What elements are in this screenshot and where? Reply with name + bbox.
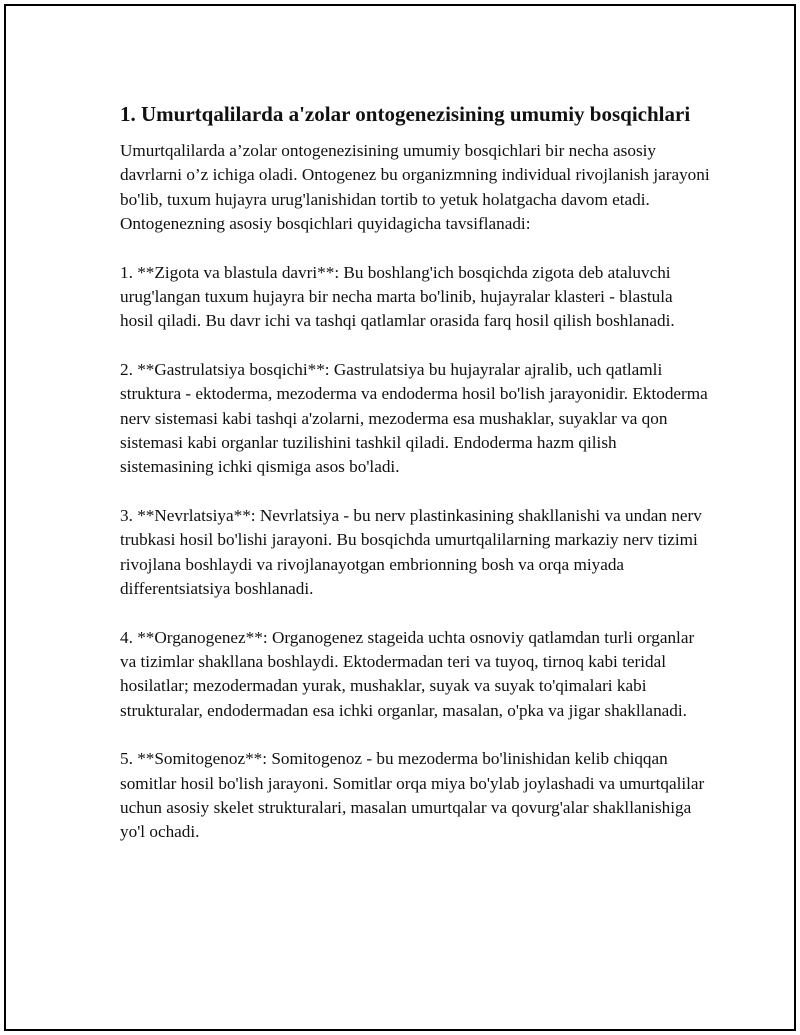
intro-paragraph: Umurtqalilarda a’zolar ontogenezisining umumiy bosqichlari bir necha asosiy davrlarni o’z ichiga oladi. Ontogenez bu organizmning individual rivojlanish jarayoni bo'lib, tuxum hujayra urug'lanishidan tortib to yetuk holatgacha davom etadi. Ontogenezning asosiy bosqichlari quyidagicha tavsiflanadi: (120, 141, 710, 234)
page-frame (4, 4, 796, 1031)
stage-organogenez-paragraph: 4. **Organogenez**: Organogenez stageida uchta osnoviy qatlamdan turli organlar va tizimlar shakllana boshlaydi. Ektodermadan teri va tuyoq, tirnoq kabi teridal hosilatlar; mezodermadan yurak, mushaklar, suyak va suyak to'qimalari kabi strukturalar, endodermadan esa ichki organlar, masalan, o'pka va jigar shakllanadi. (120, 627, 695, 720)
stage-gastrulatsiya-paragraph: 2. **Gastrulatsiya bosqichi**: Gastrulatsiya bu hujayralar ajralib, uch qatlamli struktura - ektoderma, mezoderma va endoderma hosil bo'lish jarayonidir. Ektoderma nerv sistemasi kabi tashqi a'zolarni, mezoderma esa mushaklar, suyaklar va qon sistemasi kabi organlar tuzilishini tashkil qiladi. Endoderma hazm qilish sistemasining ichki qismiga asos bo'ladi. (120, 359, 708, 477)
stage-zigota-paragraph: 1. **Zigota va blastula davri**: Bu boshlang'ich bosqichda zigota deb ataluvchi urug'langan tuxum hujayra bir necha marta bo'linib, hujayralar klasteri - blastula hosil qiladi. Bu davr ichi va tashqi qatlamlar orasida farq hosil qilish boshlanadi. (120, 262, 675, 331)
stage-nevrlatsiya-paragraph: 3. **Nevrlatsiya**: Nevrlatsiya - bu nerv plastinkasining shakllanishi va undan nerv trubkasi hosil bo'lishi jarayoni. Bu bosqichda umurtqalilarning markaziy nerv tizimi rivojlana boshlaydi va rivojlanayotgan embrionning bosh va orqa miyada differentsiatsiya boshlanadi. (120, 505, 702, 599)
section-heading: 1. Umurtqalilarda a'zolar ontogenezisining umumiy bosqichlari (120, 102, 691, 126)
document-body (120, 100, 710, 869)
stage-somitogenoz-paragraph: 5. **Somitogenoz**: Somitogenoz - bu mezoderma bo'linishidan kelib chiqqan somitlar hosil bo'lish jarayoni. Somitlar orqa miya bo'ylab joylashadi va umurtqalilar uchun asosiy skelet strukturalari, masalan umurtqalar va qovurg'alar shakllanishiga yo'l ochadi. (120, 749, 705, 842)
